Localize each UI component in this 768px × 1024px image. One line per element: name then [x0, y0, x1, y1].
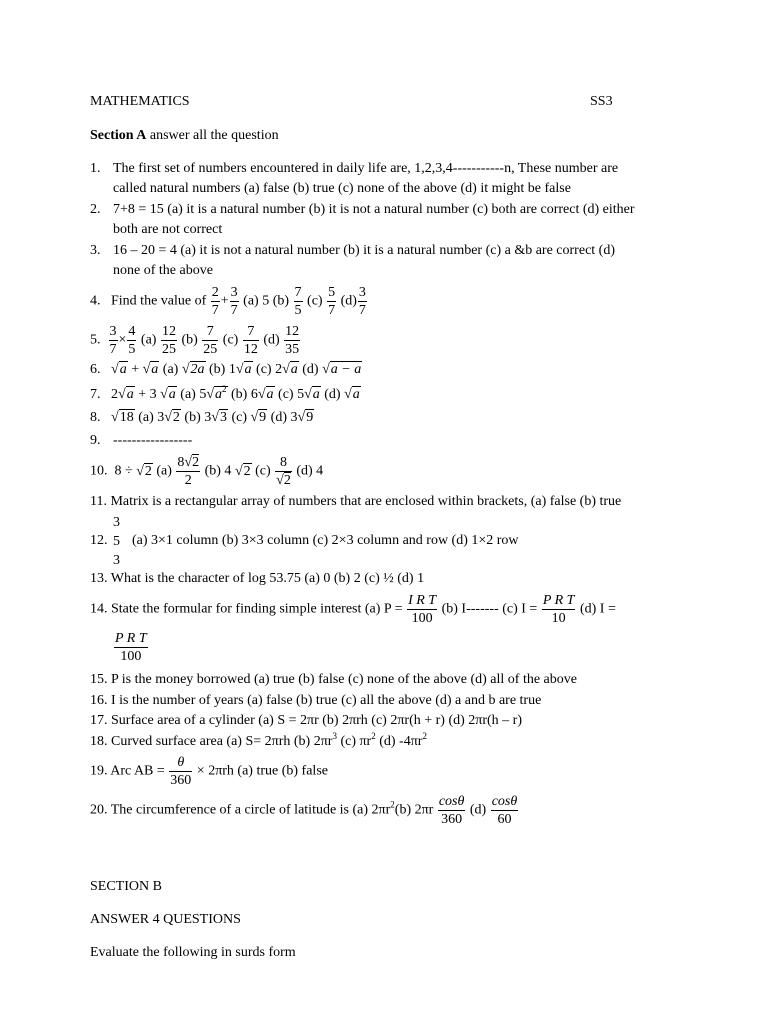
q13-text: 13. What is the character of log 53.75 (a) 0 (b) 2 (c) ½ (d) 1 — [90, 571, 425, 586]
q9-number: 9. — [90, 433, 101, 448]
q18-option-c: (c) πr — [340, 734, 372, 749]
q14-row — [90, 592, 616, 627]
q7-radical-c: √a — [304, 387, 320, 402]
q7-radical-1: √a — [118, 387, 134, 402]
q20-sup: 2 — [390, 799, 395, 810]
q20-fraction-d: $\frac{\cos\theta}{60}$ — [491, 794, 518, 827]
q2-line2: both are not correct — [113, 222, 223, 237]
section-a-instruction: answer all the question — [149, 128, 279, 143]
q2-line1: 7+8 = 15 (a) it is a natural number (b) it is not a natural number (c) both are correct (d) either — [113, 202, 635, 217]
q8-option-c: (c) — [231, 410, 247, 425]
q7-option-d: (d) — [324, 387, 341, 402]
q14-fraction-c: $\frac{\text{P R T}}{10}$ — [542, 593, 575, 626]
q6-radical-d: √a − a — [322, 362, 362, 377]
q5-fraction-6: $\frac{12}{35}$ — [285, 324, 300, 357]
q6-option-a: (a) — [162, 362, 179, 377]
q19-text: 19. Arc AB = — [90, 763, 165, 779]
q6-radical-a: √2a — [181, 362, 205, 377]
q9-blank: ----------------- — [113, 433, 193, 448]
q17-text: 17. Surface area of a cylinder (a) S = 2πr (b) 2πrh (c) 2πr(h + r) (d) 2πr(h – r) — [90, 713, 522, 728]
q7-radical-b: √a — [257, 387, 274, 402]
q8-radical-0: √18 — [111, 410, 134, 425]
q5-option-a: (a) — [140, 332, 157, 348]
q14-fraction-d: $\frac{\text{P R T}}{100}$ — [115, 631, 147, 664]
q12-text: (a) 3×1 column (b) 3×3 column (c) 2×3 column and row (d) 1×2 row — [132, 533, 519, 548]
q6-radical-2: √a — [142, 362, 159, 377]
q5-option-d: (d) — [263, 332, 280, 348]
q4-option-a: (a) 5 (b) — [243, 293, 290, 309]
q8-option-b: (b) 3 — [184, 410, 212, 425]
q10-option-b: (b) 4 — [204, 463, 232, 479]
q5-fraction-3: $\frac{12}{25}$ — [161, 324, 176, 357]
q5-option-b: (b) — [181, 332, 198, 348]
q8-radical-a: √2 — [164, 410, 180, 425]
q18-row — [90, 731, 427, 750]
q5-fraction-1: $\frac{3}{7}$ — [109, 324, 117, 357]
q7-row — [90, 384, 361, 403]
q18-text: 18. Curved surface area (a) S= 2πrh (b) 2πr — [90, 734, 333, 749]
q10-option-c: (c) — [255, 463, 271, 479]
q6-radical-c: √a — [282, 362, 298, 377]
q19-row — [90, 754, 328, 789]
q7-radical-a: $√a^2$ — [206, 384, 227, 402]
class-label: SS3 — [590, 94, 613, 109]
q8-radical-d: √9 — [297, 410, 314, 425]
q14-option-d: (d) I = — [579, 601, 616, 617]
q14-fraction-a: $\frac{\text{I R T}}{100}$ — [408, 593, 437, 626]
q4-option-c: (c) — [307, 293, 323, 309]
q1-line2: called natural numbers (a) false (b) true (c) none of the above (d) it might be false — [113, 181, 571, 196]
q6-number: 6. — [90, 362, 101, 377]
q20-row — [90, 793, 519, 828]
subject-heading: MATHEMATICS — [90, 94, 190, 109]
q8-radical-c: √9 — [250, 410, 267, 425]
q12-number: 12. — [90, 533, 108, 548]
q1-line1: The first set of numbers encountered in daily life are, 1,2,3,4-----------n, These number are — [113, 161, 619, 176]
section-a-label: Section A — [90, 128, 147, 143]
q3-line1: 16 – 20 = 4 (a) it is not a natural number (b) it is a natural number (c) a &b are correct (d) — [113, 243, 615, 258]
q11-text: 11. Matrix is a rectangular array of numbers that are enclosed within brackets, (a) false (b) true — [90, 494, 622, 509]
q7-number: 7. — [90, 387, 101, 402]
q5-fraction-2: $\frac{4}{5}$ — [128, 324, 136, 357]
q7-option-c: (c) 5 — [278, 387, 305, 402]
q4-fraction-1: $\frac{2}{7}$ — [211, 285, 219, 318]
q8-number: 8. — [90, 410, 101, 425]
section-a-heading — [90, 128, 279, 144]
section-b-instruction: ANSWER 4 QUESTIONS — [90, 912, 241, 927]
q7-coef-1: 2 — [111, 387, 118, 402]
q12-matrix: 3 5 3 — [113, 515, 120, 568]
q5-number: 5. — [90, 332, 101, 348]
q10-fraction-c: $\frac{8}{√2}$ — [276, 455, 291, 488]
q6-radical-1: √a — [111, 362, 127, 377]
q10-radical-0: √2 — [136, 463, 152, 479]
q8-option-a: (a) 3 — [138, 410, 165, 425]
q10-option-a: (a) — [156, 463, 172, 479]
q10-row — [90, 454, 323, 489]
q18-sup-1: 3 — [332, 731, 337, 741]
q18-sup-2: 2 — [371, 731, 376, 741]
q4-fraction-2: $\frac{3}{7}$ — [230, 285, 238, 318]
q4-option-d: (d) — [340, 293, 357, 309]
q20-fraction-b: $\frac{\cos\theta}{360}$ — [438, 794, 465, 827]
q1-number: 1. — [90, 161, 101, 176]
q8-option-d: (d) 3 — [270, 410, 298, 425]
q14-text: 14. State the formular for finding simple interest (a) P = — [90, 601, 403, 617]
q20-text: 20. The circumference of a circle of latitude is (a) 2πr — [90, 802, 391, 818]
section-b-prompt: Evaluate the following in surds form — [90, 945, 296, 960]
q7-radical-d: √a — [344, 387, 360, 402]
q10-number: 10. — [90, 463, 108, 479]
q3-number: 3. — [90, 243, 101, 258]
q6-option-c: (c) 2 — [256, 362, 283, 377]
q10-pre: 8 ÷ — [114, 463, 133, 479]
q7-radical-2: √a — [160, 387, 176, 402]
q4-fraction-3: $\frac{7}{5}$ — [294, 285, 302, 318]
q5-times: × — [118, 332, 127, 348]
q14-option-b: (b) I------- (c) I = — [441, 601, 538, 617]
q18-sup-3: 2 — [422, 731, 427, 741]
section-b-heading: SECTION B — [90, 879, 162, 894]
q19-fraction: $\frac{\theta}{360}$ — [170, 755, 192, 788]
q6-option-d: (d) — [302, 362, 319, 377]
q15-text: 15. P is the money borrowed (a) true (b) false (c) none of the above (d) all of the above — [90, 672, 577, 687]
q8-row — [90, 410, 314, 426]
q6-radical-b: √a — [235, 362, 252, 377]
q6-row — [90, 362, 362, 378]
q4-row — [90, 284, 368, 319]
q7-option-b: (b) 6 — [231, 387, 258, 402]
q8-radical-b: √3 — [211, 410, 227, 425]
q10-radical-b: √2 — [234, 463, 251, 479]
q4-number: 4. — [90, 293, 101, 309]
q4-plus: + — [220, 293, 229, 309]
q4-text: Find the value of — [111, 293, 207, 309]
q7-mid: + 3 — [138, 387, 157, 402]
q5-row — [90, 323, 301, 358]
q20-option-b: (b) 2πr — [394, 802, 434, 818]
q2-number: 2. — [90, 202, 101, 217]
q3-line2: none of the above — [113, 263, 213, 278]
q5-fraction-5: $\frac{7}{12}$ — [243, 324, 258, 357]
q20-option-d: (d) — [469, 802, 487, 818]
q6-plus: + — [131, 362, 140, 377]
q5-option-c: (c) — [222, 332, 239, 348]
q19-rest: × 2πrh (a) true (b) false — [196, 763, 328, 779]
q16-text: 16. I is the number of years (a) false (b) true (c) all the above (d) a and b are true — [90, 693, 542, 708]
q6-option-b: (b) 1 — [209, 362, 236, 377]
q5-fraction-4: $\frac{7}{25}$ — [203, 324, 218, 357]
q10-fraction-a: $\frac{8√2}{2}$ — [177, 455, 200, 488]
q4-fraction-5: $\frac{3}{7}$ — [358, 285, 366, 318]
q4-fraction-4: $\frac{5}{7}$ — [328, 285, 336, 318]
q7-option-a: (a) 5 — [180, 387, 207, 402]
q18-option-d: (d) -4πr — [379, 734, 423, 749]
q10-option-d: (d) 4 — [296, 463, 324, 479]
